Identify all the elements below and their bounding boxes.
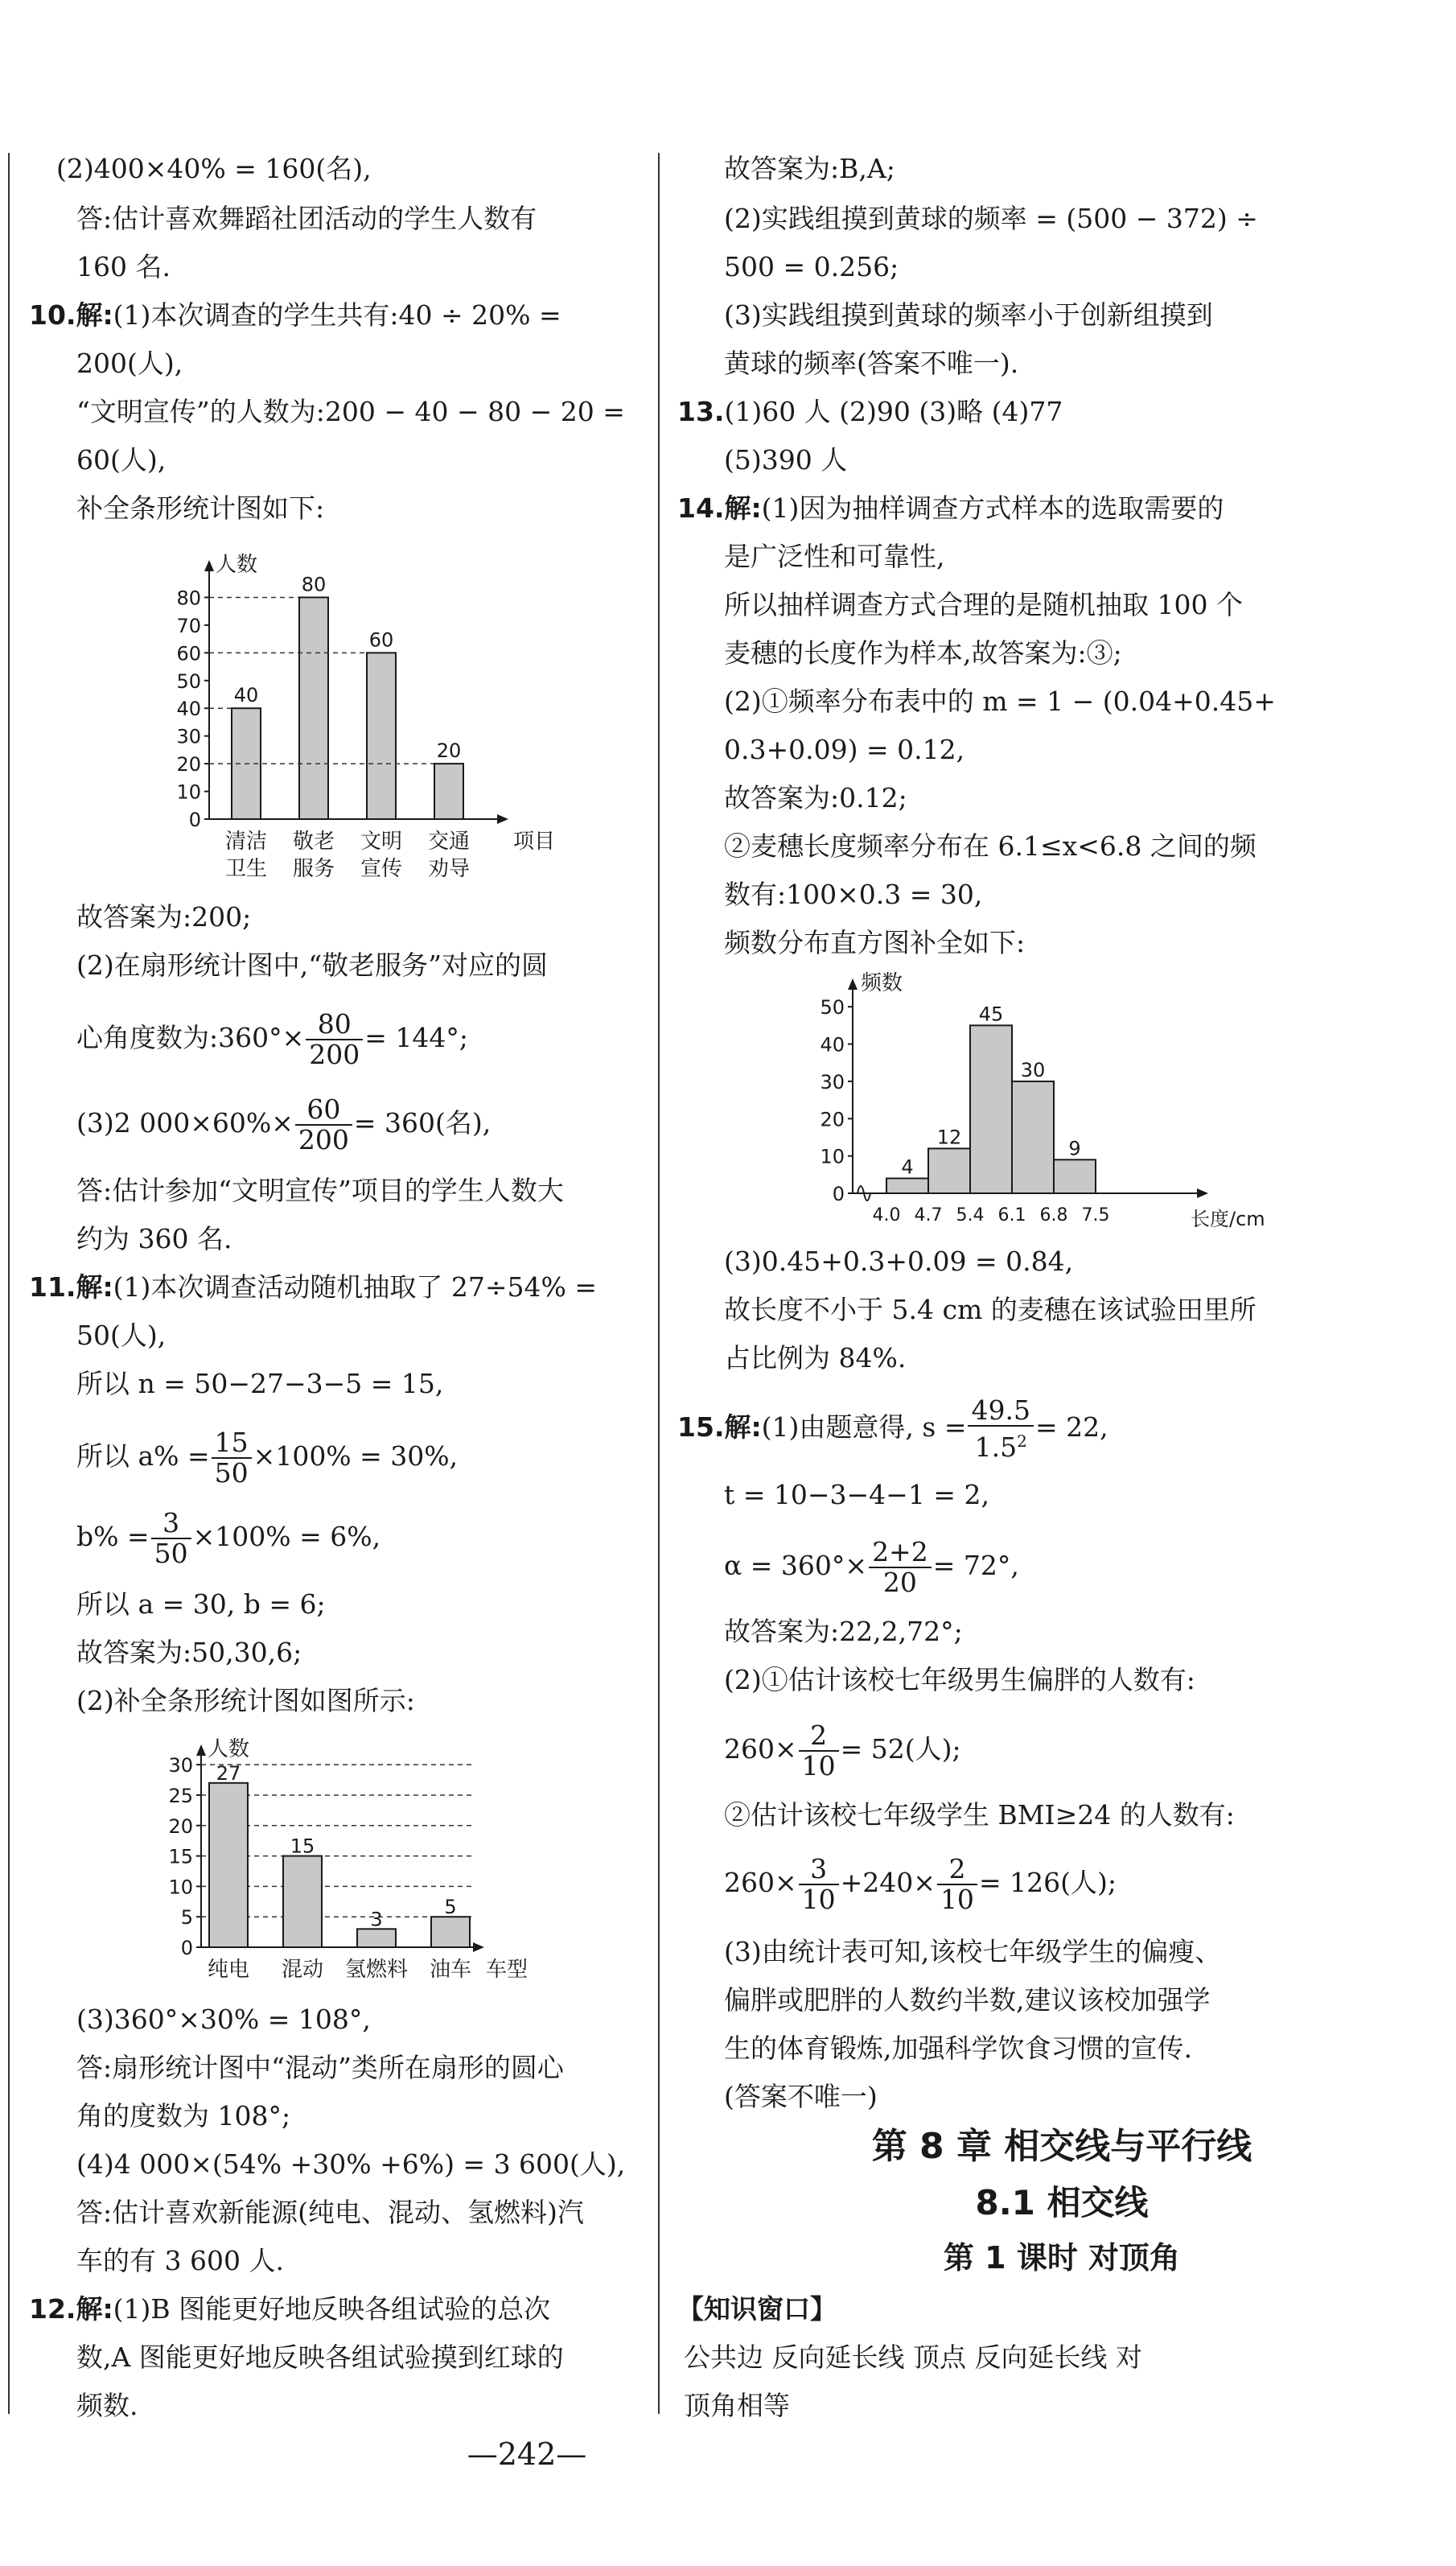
text-line: 角的度数为 108°;: [76, 2100, 291, 2131]
text-line: (2)在扇形统计图中,“敬老服务”对应的圆: [76, 949, 548, 981]
text-line: t = 10−3−4−1 = 2,: [724, 1479, 989, 1510]
y-tick-label: 5: [180, 1906, 193, 1930]
fraction: [799, 1721, 839, 1781]
numerator: 2+2: [869, 1538, 932, 1568]
bar-chart-car-types: [161, 1730, 563, 1996]
numerator: 2: [799, 1721, 839, 1752]
text-line: 频数分布直方图补全如下:: [724, 927, 1026, 958]
numerator: 80: [306, 1010, 363, 1040]
exponent: 2: [1017, 1431, 1027, 1451]
text-line: 故答案为:B,A;: [724, 153, 895, 184]
solution-label: 解:: [724, 1411, 762, 1443]
text-line: (4)4 000×(54% +30% +6%) = 3 600(人),: [76, 2148, 626, 2180]
text-line: ②麦穗长度频率分布在 6.1≤x<6.8 之间的频: [724, 830, 1257, 862]
text-line: (3)360°×30% = 108°,: [76, 2004, 371, 2035]
y-tick-label: 0: [180, 1937, 193, 1959]
left-column: [0, 0, 660, 2566]
chapter-title: 第 8 章 相交线与平行线: [871, 2126, 1252, 2167]
text-line: 数,A 图能更好地反映各组试验摸到红球的: [76, 2342, 564, 2373]
y-axis-label: 频数: [861, 971, 903, 995]
x-axis-label: 项目: [513, 830, 556, 854]
denominator: [968, 1427, 1033, 1462]
data-label: 3: [370, 1908, 383, 1931]
numerator: 49.5: [968, 1396, 1033, 1427]
text-line: 数有:100×0.3 = 30,: [724, 879, 983, 910]
numerator: 15: [212, 1428, 252, 1459]
bar: [209, 1783, 248, 1947]
histogram-bar: [886, 1178, 928, 1193]
category-label: 油车: [429, 1958, 472, 1982]
data-label: 60: [368, 628, 394, 652]
lesson-title: 第 1 课时 对顶角: [943, 2240, 1181, 2276]
y-axis-arrow-icon: [196, 1744, 206, 1756]
y-tick-label: 10: [820, 1145, 845, 1168]
text-line: 160 名.: [76, 251, 171, 282]
y-axis-arrow-icon: [204, 560, 214, 571]
text-segment: (3)2 000×60%×: [76, 1107, 294, 1139]
question-number: 10.: [29, 299, 76, 331]
y-tick-label: 80: [176, 587, 201, 610]
text-line: 0.3+0.09) = 0.12,: [724, 734, 965, 765]
y-tick-label: 50: [176, 669, 201, 693]
category-label: 纯电: [207, 1958, 250, 1982]
bin-edge-label: 4.0: [872, 1205, 901, 1225]
text-line: 公共边 反向延长线 顶点 反向延长线 对: [684, 2342, 1142, 2373]
formula-line: [724, 1534, 1019, 1598]
numerator: 3: [151, 1509, 191, 1539]
fraction: [212, 1428, 252, 1488]
histogram-bar: [928, 1148, 970, 1193]
question-number: 11.: [29, 1271, 76, 1303]
x-axis-label: 长度/cm: [1191, 1208, 1265, 1229]
bin-edge-label: 5.4: [956, 1205, 985, 1225]
text-line: (1)因为抽样调查方式样本的选取需要的: [761, 492, 1224, 524]
bin-edge-label: 4.7: [914, 1205, 943, 1225]
y-tick-label: 60: [176, 642, 201, 665]
text-line: 答:估计参加“文明宣传”项目的学生人数大: [76, 1175, 564, 1206]
y-tick-label: 20: [176, 753, 201, 776]
text-line: 黄球的频率(答案不唯一).: [724, 348, 1019, 379]
section-title: 8.1 相交线: [975, 2183, 1149, 2222]
formula-line: [724, 1717, 961, 1781]
formula-line: [724, 1851, 1117, 1915]
formula-line: [76, 1505, 380, 1569]
y-tick-label: 15: [168, 1845, 193, 1868]
text-line: 偏胖或肥胖的人数约半数,建议该校加强学: [724, 1984, 1211, 2016]
denominator: 10: [940, 1884, 974, 1915]
text-line: (5)390 人: [724, 444, 848, 476]
text-segment: (1)由题意得, s =: [761, 1411, 967, 1443]
category-label: 服务: [292, 857, 335, 881]
text-line: 所以抽样调查方式合理的是随机抽取 100 个: [724, 589, 1243, 620]
text-segment: 260×: [724, 1867, 797, 1898]
x-axis-label: 车型: [486, 1958, 529, 1982]
category-label: 劝导: [427, 857, 471, 881]
y-tick-label: 0: [188, 809, 201, 831]
text-line: 故答案为:200;: [76, 901, 252, 933]
denominator: 200: [309, 1039, 360, 1070]
text-segment: +240×: [840, 1867, 936, 1898]
text-line: 车的有 3 600 人.: [76, 2245, 284, 2276]
denominator: 20: [882, 1567, 917, 1598]
text-line: 50(人),: [76, 1320, 167, 1351]
x-axis-arrow-icon: [473, 1942, 484, 1952]
text-segment: 心角度数为:360°×: [76, 1022, 305, 1053]
text-line: 故长度不小于 5.4 cm 的麦穗在该试验田里所: [724, 1294, 1257, 1325]
bar: [367, 653, 396, 819]
text-line: ②估计该校七年级学生 BMI≥24 的人数有:: [724, 1799, 1235, 1831]
question-13: [677, 394, 1063, 430]
text-segment: ×100% = 6%,: [192, 1521, 381, 1552]
text-line: 故答案为:50,30,6;: [76, 1637, 302, 1668]
y-tick-label: 70: [176, 614, 201, 637]
category-label: 交通: [427, 830, 471, 854]
question-11: [29, 1270, 597, 1305]
denominator: 10: [801, 1750, 836, 1781]
x-axis-arrow-icon: [1197, 1188, 1208, 1198]
fraction: [306, 1010, 363, 1069]
knowledge-window-heading: 【知识窗口】: [677, 2293, 837, 2325]
bin-edge-label: 6.8: [1039, 1205, 1068, 1225]
text-line: 所以 a = 30, b = 6;: [76, 1588, 326, 1620]
y-axis-arrow-icon: [848, 978, 858, 990]
text-segment: = 360(名),: [353, 1107, 492, 1139]
category-label: 混动: [281, 1958, 324, 1982]
text-segment: = 72°,: [932, 1550, 1019, 1581]
text-line: 200(人),: [76, 348, 183, 379]
text-segment: 260×: [724, 1733, 797, 1765]
text-line: “文明宣传”的人数为:200 − 40 − 80 − 20 =: [76, 396, 625, 427]
y-axis-label: 人数: [208, 1737, 250, 1761]
fraction: [295, 1095, 352, 1155]
bar: [283, 1856, 322, 1947]
text-line: (3)0.45+0.3+0.09 = 0.84,: [724, 1246, 1074, 1277]
numerator: 60: [295, 1095, 352, 1126]
y-tick-label: 10: [176, 781, 201, 804]
y-axis-label: 人数: [216, 553, 258, 577]
page-number: —242—: [467, 2436, 587, 2472]
text-line: 答:估计喜欢新能源(纯电、混动、氢燃料)汽: [76, 2197, 584, 2228]
question-number: 14.: [677, 492, 725, 524]
text-line: 是广泛性和可靠性,: [724, 541, 945, 572]
text-line: (2)400×40% = 160(名),: [56, 153, 372, 184]
x-axis-arrow-icon: [497, 814, 508, 824]
question-14: [677, 491, 1224, 526]
denominator: 50: [154, 1538, 188, 1569]
bar: [299, 597, 328, 819]
data-label: 20: [436, 739, 462, 763]
text-segment: = 144°;: [364, 1022, 469, 1053]
text-segment: α = 360°×: [724, 1550, 868, 1581]
formula-line: [76, 1006, 468, 1070]
y-tick-label: 25: [168, 1784, 193, 1807]
question-number: 15.: [677, 1411, 725, 1443]
text-line: (3)由统计表可知,该校七年级学生的偏瘦、: [724, 1936, 1222, 1967]
y-tick-label: 10: [168, 1876, 193, 1899]
text-line: 占比例为 84%.: [724, 1342, 907, 1374]
fraction: [799, 1855, 839, 1914]
text-line: 60(人),: [76, 444, 167, 476]
text-line: (1)60 人 (2)90 (3)略 (4)77: [724, 396, 1063, 427]
y-tick-label: 50: [820, 996, 845, 1019]
denominator: 200: [298, 1124, 349, 1155]
question-10: [29, 298, 561, 333]
text-line: 顶角相等: [684, 2390, 790, 2421]
solution-label: 解:: [76, 1271, 113, 1303]
text-line: 频数.: [76, 2390, 138, 2421]
category-label: 氢燃料: [344, 1958, 409, 1982]
data-label: 30: [1020, 1058, 1046, 1081]
data-label: 40: [233, 684, 259, 707]
denominator: 10: [801, 1884, 836, 1915]
y-tick-label: 30: [176, 725, 201, 748]
solution-label: 解:: [76, 299, 113, 331]
histogram-bar: [1054, 1159, 1096, 1193]
bin-edge-label: 7.5: [1081, 1205, 1110, 1225]
text-segment: b% =: [76, 1521, 150, 1552]
text-line: (2)补全条形统计图如图所示:: [76, 1685, 415, 1716]
fraction: [869, 1538, 932, 1597]
y-tick-label: 30: [820, 1070, 845, 1094]
text-line: (1)本次调查活动随机抽取了 27÷54% =: [113, 1271, 598, 1303]
text-segment: ×100% = 30%,: [253, 1440, 459, 1472]
y-tick-label: 0: [832, 1183, 845, 1205]
category-label: 文明: [360, 830, 403, 854]
data-label: 12: [936, 1126, 962, 1149]
category-label: 卫生: [224, 857, 268, 881]
y-tick-label: 20: [820, 1108, 845, 1131]
text-line: (2)①频率分布表中的 m = 1 − (0.04+0.45+: [724, 686, 1276, 717]
bar-chart-projects: [161, 538, 563, 892]
text-line: 麦穗的长度作为样本,故答案为:③;: [724, 637, 1122, 669]
text-line: 答:扇形统计图中“混动”类所在扇形的圆心: [76, 2052, 564, 2083]
text-line: (2)实践组摸到黄球的频率 = (500 − 372) ÷: [724, 203, 1258, 234]
text-segment: 所以 a% =: [76, 1440, 210, 1472]
text-line: (答案不唯一): [724, 2081, 878, 2112]
fraction: [937, 1855, 977, 1914]
category-label: 清洁: [224, 830, 268, 854]
text-line: 故答案为:22,2,72°;: [724, 1616, 963, 1647]
y-tick-label: 30: [168, 1754, 193, 1777]
bar: [434, 764, 463, 819]
data-label: 5: [444, 1896, 457, 1919]
fraction: [968, 1396, 1033, 1462]
text-line: 500 = 0.256;: [724, 251, 899, 282]
fraction: [151, 1509, 191, 1568]
formula-line: [76, 1424, 458, 1489]
question-12: [29, 2292, 550, 2327]
histogram-bar: [1012, 1081, 1054, 1193]
text-line: (2)①估计该校七年级男生偏胖的人数有:: [724, 1664, 1195, 1695]
data-label: 80: [301, 573, 327, 596]
text-line: (1)本次调查的学生共有:40 ÷ 20% =: [113, 299, 561, 331]
bar: [431, 1917, 470, 1947]
text-line: 约为 360 名.: [76, 1223, 232, 1254]
data-label: 4: [901, 1155, 914, 1179]
right-column: [668, 0, 1456, 2566]
data-label: 9: [1068, 1137, 1081, 1160]
y-tick-label: 40: [176, 698, 201, 721]
denominator-base: 1.5: [974, 1431, 1018, 1463]
question-number: 13.: [677, 396, 725, 427]
text-segment: = 52(人);: [840, 1733, 961, 1765]
text-line: 生的体育锻炼,加强科学饮食习惯的宣传.: [724, 2033, 1192, 2064]
bar: [357, 1929, 396, 1947]
text-line: (3)实践组摸到黄球的频率小于创新组摸到: [724, 299, 1213, 331]
category-label: 敬老: [292, 830, 335, 854]
text-line: 补全条形统计图如下:: [76, 492, 325, 524]
data-label: 15: [290, 1835, 315, 1858]
question-number: 12.: [29, 2293, 76, 2325]
numerator: 2: [937, 1855, 977, 1885]
text-line: 故答案为:0.12;: [724, 782, 907, 813]
text-line: 答:估计喜欢舞蹈社团活动的学生人数有: [76, 203, 537, 234]
y-tick-label: 40: [820, 1033, 845, 1056]
category-label: 宣传: [360, 857, 403, 881]
bin-edge-label: 6.1: [997, 1205, 1026, 1225]
question-15: [677, 1395, 1108, 1462]
frequency-histogram: [788, 964, 1287, 1229]
data-label: 27: [216, 1761, 241, 1785]
text-segment: = 22,: [1034, 1411, 1108, 1443]
denominator: 50: [214, 1457, 249, 1489]
text-line: 所以 n = 50−27−3−5 = 15,: [76, 1368, 444, 1399]
y-tick-label: 20: [168, 1814, 193, 1838]
numerator: 3: [799, 1855, 839, 1885]
solution-label: 解:: [724, 492, 762, 524]
histogram-bar: [970, 1025, 1012, 1193]
text-segment: = 126(人);: [978, 1867, 1117, 1898]
data-label: 45: [978, 1003, 1004, 1026]
solution-label: 解:: [76, 2293, 113, 2325]
text-line: (1)B 图能更好地反映各组试验的总次: [113, 2293, 551, 2325]
formula-line: [76, 1091, 491, 1155]
